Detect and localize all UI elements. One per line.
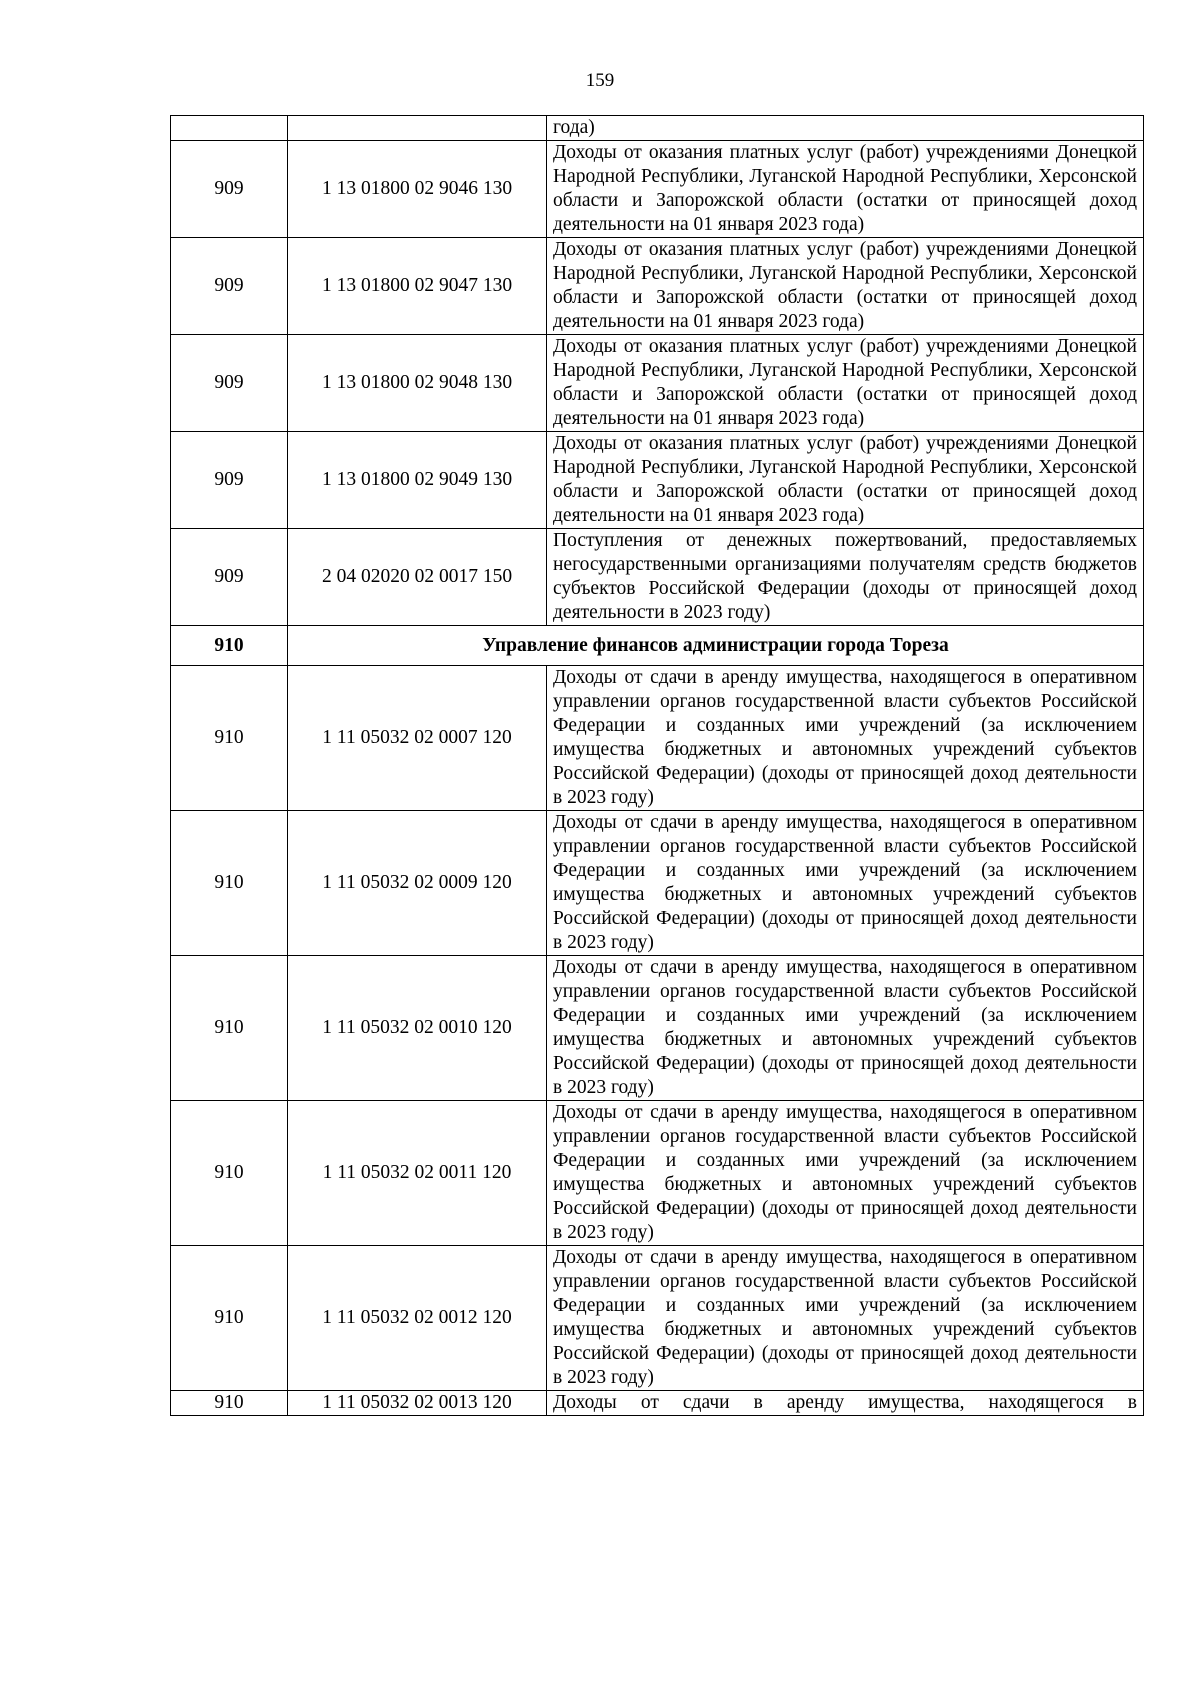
revenue-name-cell: Доходы от сдачи в аренду имущества, находящегося в оперативном управлении органов государственной власти субъектов Российской Федерации и созданных ими учреждений (за исключением имущества бюджетных и автономных учреждений субъектов Российской Федерации) (доходы от приносящей доход деятельности в 2023 году) [547, 1246, 1144, 1391]
revenue-code-cell: 2 04 02020 02 0017 150 [288, 529, 547, 626]
revenue-code-cell: 1 11 05032 02 0012 120 [288, 1246, 547, 1391]
table-row [171, 432, 1144, 529]
table-row [171, 238, 1144, 335]
admin-code-cell: 910 [171, 666, 288, 811]
admin-code-cell: 909 [171, 238, 288, 335]
admin-code-cell: 909 [171, 529, 288, 626]
revenue-code-cell: 1 13 01800 02 9049 130 [288, 432, 547, 529]
revenue-code-cell: 1 13 01800 02 9046 130 [288, 141, 547, 238]
table-row [171, 1391, 1144, 1416]
section-admin-code: 910 [171, 626, 288, 666]
revenue-name-cell: Доходы от оказания платных услуг (работ) учреждениями Донецкой Народной Республики, Луганской Народной Республики, Херсонской области и Запорожской области (остатки от приносящей доход деятельности на 01 января 2023 года) [547, 335, 1144, 432]
revenue-code-cell: 1 13 01800 02 9047 130 [288, 238, 547, 335]
revenue-name-cell: Поступления от денежных пожертвований, предоставляемых негосударственными организациями получателям средств бюджетов субъектов Российской Федерации (доходы от приносящей доход деятельности в 2023 году) [547, 529, 1144, 626]
table-row [171, 956, 1144, 1101]
revenue-code-cell: 1 11 05032 02 0009 120 [288, 811, 547, 956]
section-title: Управление финансов администрации города Тореза [288, 626, 1144, 666]
revenue-code-cell [288, 116, 547, 141]
table-row [171, 529, 1144, 626]
admin-code-cell: 909 [171, 335, 288, 432]
table-row [171, 1246, 1144, 1391]
table-row [171, 1101, 1144, 1246]
revenue-name-cell: Доходы от сдачи в аренду имущества, находящегося в оперативном управлении органов государственной власти субъектов Российской Федерации и созданных ими учреждений (за исключением имущества бюджетных и автономных учреждений субъектов Российской Федерации) (доходы от приносящей доход деятельности в 2023 году) [547, 666, 1144, 811]
table-row [171, 335, 1144, 432]
admin-code-cell: 910 [171, 1246, 288, 1391]
revenue-name-cell: Доходы от сдачи в аренду имущества, находящегося в оперативном управлении органов государственной власти субъектов Российской Федерации и созданных ими учреждений (за исключением имущества бюджетных и автономных учреждений субъектов Российской Федерации) (доходы от приносящей доход деятельности в 2023 году) [547, 956, 1144, 1101]
revenue-code-cell: 1 11 05032 02 0013 120 [288, 1391, 547, 1416]
revenue-name-cell: года) [547, 116, 1144, 141]
revenue-name-cell: Доходы от сдачи в аренду имущества, находящегося в оперативном управлении органов государственной власти субъектов Российской Федерации и созданных ими учреждений (за исключением имущества бюджетных и автономных учреждений субъектов Российской Федерации) (доходы от приносящей доход деятельности в 2023 году) [547, 811, 1144, 956]
revenue-name-cell: Доходы от сдачи в аренду имущества, находящегося в оперативном управлении органов государственной власти субъектов Российской Федерации и созданных ими учреждений (за исключением имущества бюджетных и автономных учреждений субъектов Российской Федерации) (доходы от приносящей доход деятельности в 2023 году) [547, 1101, 1144, 1246]
admin-code-cell: 909 [171, 432, 288, 529]
revenue-name-cell: Доходы от оказания платных услуг (работ) учреждениями Донецкой Народной Республики, Луганской Народной Республики, Херсонской области и Запорожской области (остатки от приносящей доход деятельности на 01 января 2023 года) [547, 238, 1144, 335]
revenue-name-cell: Доходы от сдачи в аренду имущества, находящегося в [547, 1391, 1144, 1416]
table-row [171, 116, 1144, 141]
admin-code-cell [171, 116, 288, 141]
table-row [171, 141, 1144, 238]
section-header-row [171, 626, 1144, 666]
revenue-code-cell: 1 13 01800 02 9048 130 [288, 335, 547, 432]
page-number: 159 [585, 70, 615, 91]
revenue-name-cell: Доходы от оказания платных услуг (работ) учреждениями Донецкой Народной Республики, Луганской Народной Республики, Херсонской области и Запорожской области (остатки от приносящей доход деятельности на 01 января 2023 года) [547, 432, 1144, 529]
revenue-code-cell: 1 11 05032 02 0007 120 [288, 666, 547, 811]
table-row [171, 666, 1144, 811]
admin-code-cell: 909 [171, 141, 288, 238]
revenue-codes-table [170, 115, 1144, 1416]
admin-code-cell: 910 [171, 1101, 288, 1246]
admin-code-cell: 910 [171, 956, 288, 1101]
revenue-code-cell: 1 11 05032 02 0011 120 [288, 1101, 547, 1246]
admin-code-cell: 910 [171, 811, 288, 956]
revenue-name-cell: Доходы от оказания платных услуг (работ) учреждениями Донецкой Народной Республики, Луганской Народной Республики, Херсонской области и Запорожской области (остатки от приносящей доход деятельности на 01 января 2023 года) [547, 141, 1144, 238]
admin-code-cell: 910 [171, 1391, 288, 1416]
table-row [171, 811, 1144, 956]
revenue-code-cell: 1 11 05032 02 0010 120 [288, 956, 547, 1101]
